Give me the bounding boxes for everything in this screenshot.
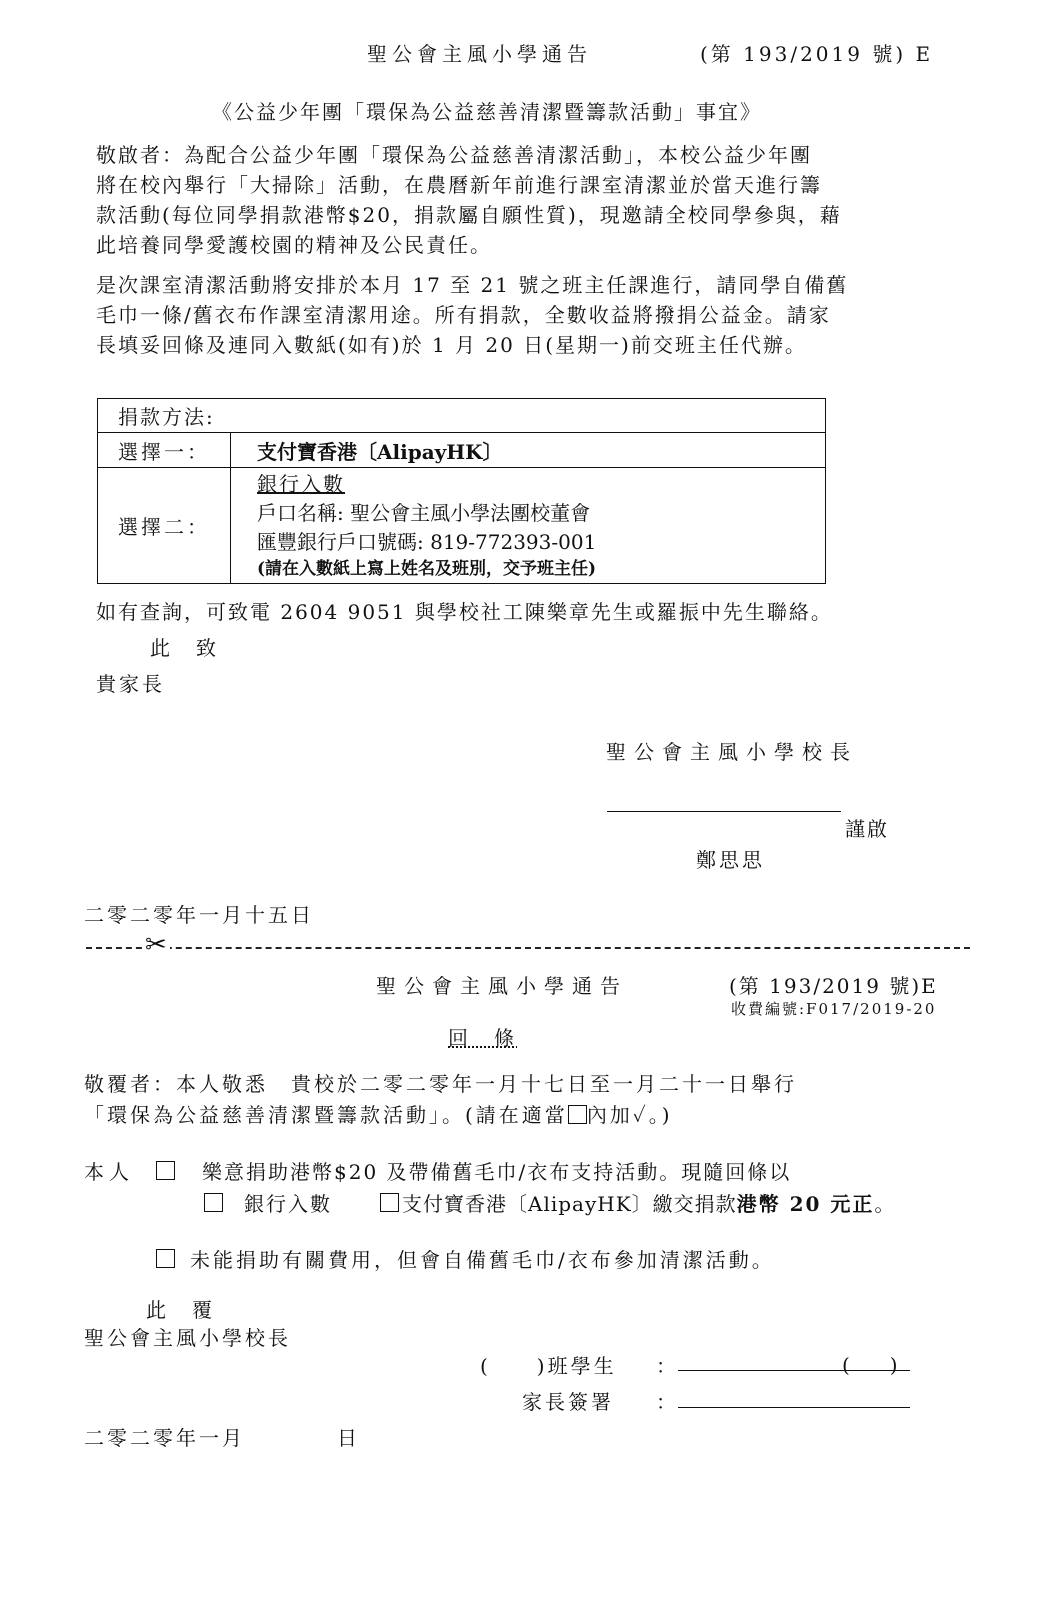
option-2-bank-details bbox=[231, 468, 826, 584]
donate-option-text: 樂意捐助港幣$20 及帶備舊毛巾/衣布支持活動。現隨回條以 bbox=[202, 1160, 792, 1184]
notice-number: (第 193/2019 號) E bbox=[700, 42, 934, 66]
parent-signature-label: 家長簽署 bbox=[522, 1390, 614, 1414]
decline-option-text: 未能捐助有關費用，但會自備舊毛巾/衣布參加清潔活動。 bbox=[190, 1248, 775, 1272]
reply-line-2-text: 「環保為公益慈善清潔暨籌款活動」。(請在適當 bbox=[84, 1103, 568, 1127]
notice-subject: 《公益少年團「環保為公益慈善清潔暨籌款活動」事宜》 bbox=[212, 100, 762, 124]
alipay-option-line bbox=[402, 1188, 895, 1217]
parent-colon: ： bbox=[656, 1390, 676, 1414]
alipay-checkbox[interactable] bbox=[380, 1193, 399, 1212]
donation-amount: 港幣 20 元正 bbox=[736, 1192, 875, 1216]
paragraph-line: 將在校內舉行「大掃除」活動，在農曆新年前進行課室清潔並於當天進行籌 bbox=[96, 173, 822, 197]
reply-line-2-text: 。) bbox=[648, 1103, 673, 1127]
reply-number: (第 193/2019 號)E bbox=[729, 974, 938, 998]
paragraph-line: 款活動(每位同學捐款港幣$20，捐款屬自願性質)，現邀請全校同學參與，藉 bbox=[96, 203, 842, 227]
paragraph-line: 長填妥回條及連同入數紙(如有)於 1 月 20 日(星期一)前交班主任代辦。 bbox=[96, 333, 807, 357]
self-label: 本人 bbox=[84, 1160, 134, 1184]
student-number-field: ( ) bbox=[842, 1353, 898, 1377]
reply-line-2 bbox=[84, 1099, 673, 1128]
reply-heading: 回 條 bbox=[448, 1026, 517, 1050]
salutation-to: 此 致 bbox=[150, 636, 219, 660]
notice-title: 聖公會主風小學通告 bbox=[367, 42, 592, 66]
option-2-label: 選擇二： bbox=[98, 468, 231, 584]
bank-deposit-title: 銀行入數 bbox=[257, 472, 345, 496]
principal-name: 鄭思思 bbox=[696, 848, 765, 872]
fee-code: 收費編號:F017/2019-20 bbox=[731, 1000, 937, 1018]
option-1-alipay: 支付寶香港〔AlipayHK〕 bbox=[231, 433, 826, 468]
donation-amount-end: 。 bbox=[874, 1192, 896, 1216]
reply-line-1: 敬覆者：本人敬悉 貴校於二零二零年一月十七日至一月二十一日舉行 bbox=[84, 1072, 797, 1096]
scissors-icon: ✂ bbox=[142, 930, 170, 960]
checkbox-sample bbox=[568, 1105, 587, 1124]
paragraph-line: 敬啟者：為配合公益少年團「環保為公益慈善清潔活動」，本校公益少年團 bbox=[96, 143, 812, 167]
cut-line bbox=[86, 947, 970, 949]
paragraph-line: 是次課室清潔活動將安排於本月 17 至 21 號之班主任課進行，請同學自備舊 bbox=[96, 273, 849, 297]
paragraph-line: 此培養同學愛護校園的精神及公民責任。 bbox=[96, 233, 492, 257]
principal-title: 聖公會主風小學校長 bbox=[606, 740, 858, 764]
reply-date: 二零二零年一月 日 bbox=[84, 1426, 360, 1450]
payment-header: 捐款方法: bbox=[98, 399, 826, 433]
notice-paragraph-2 bbox=[96, 270, 966, 360]
reply-title: 聖公會主風小學通告 bbox=[376, 974, 628, 998]
bank-deposit-option: 銀行入數 bbox=[244, 1192, 332, 1216]
respectfully-text: 謹啟 bbox=[845, 817, 889, 841]
option-1-label: 選擇一： bbox=[98, 433, 231, 468]
class-student-label: ( )班學生 bbox=[480, 1354, 617, 1378]
decline-checkbox[interactable] bbox=[156, 1249, 175, 1268]
reply-addressee: 聖公會主風小學校長 bbox=[84, 1326, 291, 1350]
account-number: 匯豐銀行戶口號碼: 819-772393-001 bbox=[257, 530, 597, 554]
enquiry-text: 如有查詢，可致電 2604 9051 與學校社工陳樂章先生或羅振中先生聯絡。 bbox=[96, 600, 833, 624]
donate-checkbox[interactable] bbox=[156, 1161, 175, 1180]
notice-paragraph-1 bbox=[96, 140, 966, 260]
payment-methods-table bbox=[97, 398, 826, 584]
check-mark-icon: ✓ bbox=[632, 1103, 649, 1127]
bank-deposit-note: (請在入數紙上寫上姓名及班別，交予班主任) bbox=[257, 559, 597, 579]
salutation-parents: 貴家長 bbox=[96, 672, 165, 696]
reply-line-2-text: 內加 bbox=[586, 1103, 633, 1127]
reply-salutation: 此 覆 bbox=[146, 1298, 215, 1322]
class-colon: ： bbox=[656, 1354, 676, 1378]
alipay-option: 支付寶香港〔AlipayHK〕繳交捐款 bbox=[402, 1192, 737, 1216]
notice-date: 二零二零年一月十五日 bbox=[84, 903, 314, 927]
paragraph-line: 毛巾一條/舊衣布作課室清潔用途。所有捐款，全數收益將撥捐公益金。請家 bbox=[96, 303, 831, 327]
parent-signature-field[interactable] bbox=[678, 1407, 910, 1408]
signature-line bbox=[607, 811, 841, 812]
account-name: 戶口名稱: 聖公會主風小學法團校董會 bbox=[257, 501, 591, 525]
bank-deposit-checkbox[interactable] bbox=[204, 1193, 223, 1212]
